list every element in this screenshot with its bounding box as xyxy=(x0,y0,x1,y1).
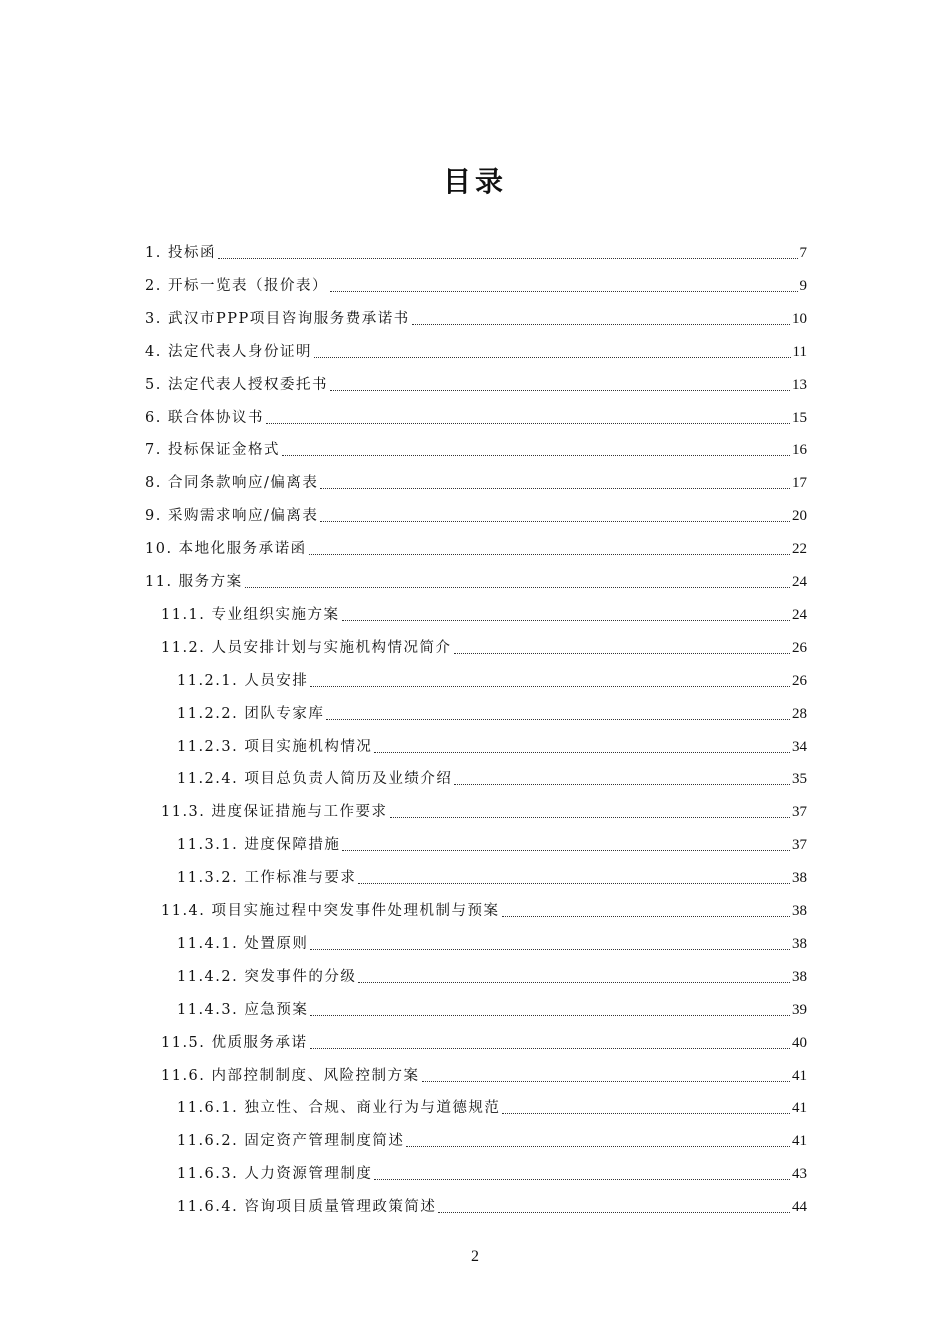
toc-entry[interactable] xyxy=(145,334,807,362)
toc-dot-leader xyxy=(412,323,790,325)
toc-entry-page: 22 xyxy=(792,541,807,558)
toc-dot-leader xyxy=(390,816,790,818)
toc-entry[interactable] xyxy=(161,1058,807,1086)
toc-entry-text: 3. 武汉市PPP项目咨询服务费承诺书 xyxy=(145,310,410,327)
toc-entry-text: 5. 法定代表人授权委托书 xyxy=(145,376,328,393)
toc-dot-leader xyxy=(282,454,790,456)
toc-dot-leader xyxy=(310,948,790,950)
toc-entry[interactable] xyxy=(177,1189,807,1217)
toc-entry-text: 11.2.1. 人员安排 xyxy=(177,672,309,689)
toc-entry[interactable] xyxy=(145,432,807,460)
toc-entry-text: 2. 开标一览表（报价表） xyxy=(145,277,328,294)
toc-entry[interactable] xyxy=(177,860,807,888)
toc-entry-page: 7 xyxy=(799,245,807,261)
toc-entry-page: 13 xyxy=(792,376,807,393)
toc-entry-text: 11.5. 优质服务承诺 xyxy=(161,1034,308,1051)
toc-entry[interactable] xyxy=(161,794,807,822)
toc-entry[interactable] xyxy=(145,301,807,329)
toc-dot-leader xyxy=(454,652,790,654)
toc-dot-leader xyxy=(326,718,790,720)
toc-entry[interactable] xyxy=(177,663,807,691)
toc-entry[interactable] xyxy=(177,1090,807,1118)
toc-entry-page: 28 xyxy=(792,705,807,722)
toc-entry-page: 38 xyxy=(792,968,807,985)
toc-dot-leader xyxy=(358,882,790,884)
toc-entry-text: 11.6.3. 人力资源管理制度 xyxy=(177,1166,373,1183)
toc-entry-text: 11.2.3. 项目实施机构情况 xyxy=(177,738,373,755)
toc-entry-text: 11.6.2. 固定资产管理制度简述 xyxy=(177,1133,405,1150)
toc-entry[interactable] xyxy=(145,531,807,559)
toc-dot-leader xyxy=(406,1145,790,1147)
toc-entry[interactable] xyxy=(161,893,807,921)
toc-entry-text: 11.1. 专业组织实施方案 xyxy=(161,606,340,623)
toc-entry-text: 11.4.2. 突发事件的分级 xyxy=(177,968,357,985)
toc-entry[interactable] xyxy=(177,696,807,724)
toc-entry[interactable] xyxy=(145,400,807,428)
toc-entry-text: 11.3.1. 进度保障措施 xyxy=(177,837,341,854)
toc-entry-page: 43 xyxy=(792,1166,807,1183)
toc-entry-text: 11.4.1. 处置原则 xyxy=(177,935,309,952)
toc-dot-leader xyxy=(374,751,790,753)
toc-dot-leader xyxy=(454,783,790,785)
toc-dot-leader xyxy=(330,389,790,391)
toc-entry-text: 11.4.3. 应急预案 xyxy=(177,1001,309,1018)
toc-dot-leader xyxy=(342,849,790,851)
toc-entry-text: 11.2. 人员安排计划与实施机构情况简介 xyxy=(161,639,452,656)
toc-entry[interactable] xyxy=(145,268,807,296)
toc-entry-page: 44 xyxy=(792,1199,807,1216)
toc-entry-text: 11.4. 项目实施过程中突发事件处理机制与预案 xyxy=(161,903,500,919)
toc-entry-page: 41 xyxy=(792,1067,807,1084)
toc-entry[interactable] xyxy=(161,630,807,658)
toc-entry-page: 41 xyxy=(792,1133,807,1150)
toc-dot-leader xyxy=(266,422,790,424)
toc-entry-page: 40 xyxy=(792,1034,807,1051)
toc-entry-text: 11.3. 进度保证措施与工作要求 xyxy=(161,804,388,821)
toc-entry-text: 1. 投标函 xyxy=(145,245,216,261)
toc-entry[interactable] xyxy=(145,564,807,592)
toc-entry-page: 41 xyxy=(792,1100,807,1117)
toc-entry-page: 38 xyxy=(792,870,807,887)
toc-dot-leader xyxy=(422,1080,790,1082)
toc-entry-text: 11.3.2. 工作标准与要求 xyxy=(177,870,357,887)
toc-entry[interactable] xyxy=(177,926,807,954)
toc-dot-leader xyxy=(320,520,790,522)
toc-dot-leader xyxy=(438,1211,790,1213)
toc-entry-text: 11.6. 内部控制制度、风险控制方案 xyxy=(161,1067,420,1084)
toc-dot-leader xyxy=(342,619,790,621)
toc-entry-text: 11. 服务方案 xyxy=(145,574,243,590)
toc-entry-page: 26 xyxy=(792,639,807,656)
toc-dot-leader xyxy=(310,1047,790,1049)
toc-dot-leader xyxy=(245,586,790,588)
toc-entry[interactable] xyxy=(145,465,807,493)
toc-dot-leader xyxy=(218,257,798,259)
toc-entry[interactable] xyxy=(177,761,807,789)
toc-entry-page: 26 xyxy=(792,672,807,689)
toc-entry-page: 17 xyxy=(792,475,807,492)
page-number: 2 xyxy=(471,1248,479,1265)
toc-entry[interactable] xyxy=(145,498,807,526)
toc-entry-text: 9. 采购需求响应/偏离表 xyxy=(145,508,319,525)
toc-entry[interactable] xyxy=(177,827,807,855)
toc-entry-text: 10. 本地化服务承诺函 xyxy=(145,541,307,558)
toc-dot-leader xyxy=(330,290,798,292)
toc-dot-leader xyxy=(310,685,790,687)
toc-entry[interactable] xyxy=(177,1156,807,1184)
toc-entry-page: 37 xyxy=(792,804,807,821)
page-title: 目录 xyxy=(442,165,507,198)
toc-entry[interactable] xyxy=(177,1123,807,1151)
toc-entry[interactable] xyxy=(145,367,807,395)
toc-entry-page: 10 xyxy=(792,310,807,327)
toc-entry[interactable] xyxy=(177,959,807,987)
toc-entry-text: 6. 联合体协议书 xyxy=(145,409,264,426)
toc-dot-leader xyxy=(320,487,790,489)
toc-entry-page: 20 xyxy=(792,508,807,525)
toc-entry-text: 11.6.4. 咨询项目质量管理政策简述 xyxy=(177,1199,437,1216)
toc-entry[interactable] xyxy=(177,992,807,1020)
toc-entry-page: 24 xyxy=(792,606,807,623)
toc-entry-page: 37 xyxy=(792,837,807,854)
toc-entry-page: 11 xyxy=(792,343,807,360)
toc-entry-page: 15 xyxy=(792,409,807,426)
toc-entry[interactable] xyxy=(161,1025,807,1053)
toc-dot-leader xyxy=(374,1178,790,1180)
toc-entry[interactable] xyxy=(145,235,807,263)
toc-dot-leader xyxy=(310,1014,790,1016)
toc-entry-text: 11.2.2. 团队专家库 xyxy=(177,705,325,722)
toc-entry[interactable] xyxy=(177,729,807,757)
toc-dot-leader xyxy=(502,915,790,917)
toc-dot-leader xyxy=(309,553,790,555)
toc-entry-text: 8. 合同条款响应/偏离表 xyxy=(145,475,319,492)
toc-dot-leader xyxy=(502,1112,790,1114)
toc-entry[interactable] xyxy=(161,597,807,625)
toc-entry-text: 4. 法定代表人身份证明 xyxy=(145,343,312,360)
toc-entry-page: 38 xyxy=(792,935,807,952)
toc-dot-leader xyxy=(358,981,790,983)
toc-entry-page: 34 xyxy=(792,738,807,755)
toc-entry-page: 38 xyxy=(792,903,807,919)
toc-entry-text: 11.2.4. 项目总负责人简历及业绩介绍 xyxy=(177,771,453,788)
toc-dot-leader xyxy=(314,356,791,358)
toc-entry-page: 24 xyxy=(792,574,807,590)
toc-entry-text: 7. 投标保证金格式 xyxy=(145,442,280,459)
toc-entry-page: 16 xyxy=(792,442,807,459)
toc-entry-page: 39 xyxy=(792,1001,807,1018)
toc-entry-page: 9 xyxy=(799,277,807,294)
toc-entry-text: 11.6.1. 独立性、合规、商业行为与道德规范 xyxy=(177,1100,501,1117)
toc-entry-page: 35 xyxy=(792,771,807,788)
